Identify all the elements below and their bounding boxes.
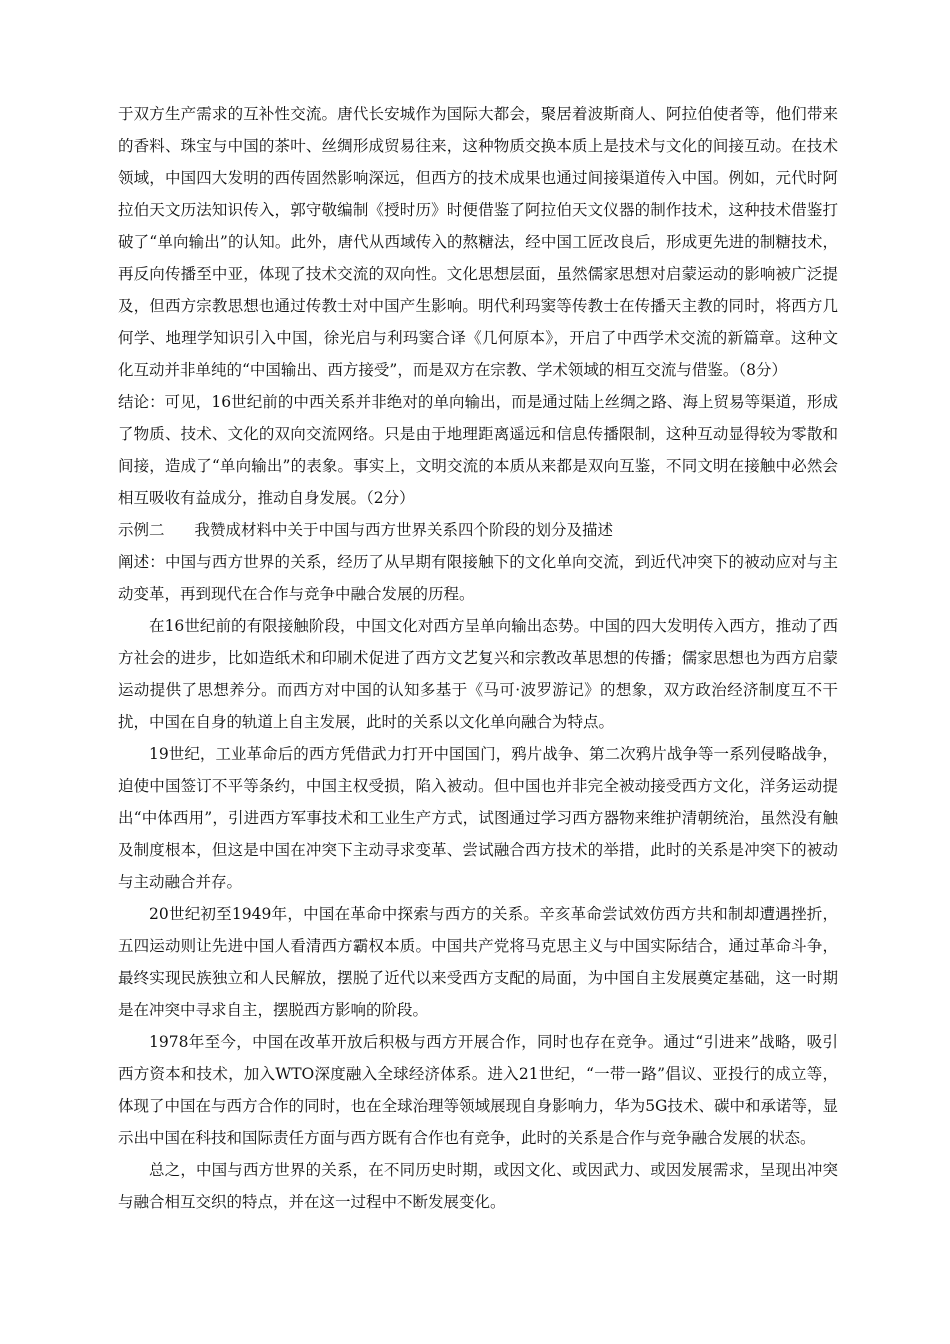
paragraph-conclusion: 结论：可见，16世纪前的中西关系并非绝对的单向输出，而是通过陆上丝绸之路、海上贸易等渠道，形成了物质、技术、文化的双向交流网络。只是由于地理距离遥远和信息传播限制，这种互动显得较为零散和间接，造成了“单向输出”的表象。事实上，文明交流的本质从来都是双向互鉴，不同文明在接触中必然会相互吸收有益成分，推动自身发展。（2分）	[118, 393, 838, 507]
paragraph-summary: 总之，中国与西方世界的关系，在不同历史时期，或因文化、或因武力、或因发展需求，呈现出冲突与融合相互交织的特点，并在这一过程中不断发展变化。	[118, 1161, 838, 1211]
example-title: 我赞成材料中关于中国与西方世界关系四个阶段的划分及描述	[194, 521, 614, 539]
paragraph-elaboration: 阐述：中国与西方世界的关系，经历了从早期有限接触下的文化单向交流，到近代冲突下的被动应对与主动变革，再到现代在合作与竞争中融合发展的历程。	[118, 553, 838, 603]
paragraph-stage-three: 20世纪初至1949年，中国在革命中探索与西方的关系。辛亥革命尝试效仿西方共和制却遭遇挫折，五四运动则让先进中国人看清西方霸权本质。中国共产党将马克思主义与中国实际结合，通过革命斗争，最终实现民族独立和人民解放，摆脱了近代以来受西方支配的局面，为中国自主发展奠定基础，这一时期是在冲突中寻求自主，摆脱西方影响的阶段。	[118, 905, 838, 1019]
example-label: 示例二	[118, 521, 165, 539]
document-page	[118, 98, 838, 1218]
paragraph-stage-four: 1978年至今，中国在改革开放后积极与西方开展合作，同时也存在竞争。通过“引进来”战略，吸引西方资本和技术，加入WTO深度融入全球经济体系。进入21世纪，“一带一路”倡议、亚投行的成立等，体现了中国在与西方合作的同时，也在全球治理等领域展现自身影响力，华为5G技术、碳中和承诺等，显示出中国在科技和国际责任方面与西方既有合作也有竞争，此时的关系是合作与竞争融合发展的状态。	[118, 1033, 838, 1147]
paragraph-stage-two: 19世纪，工业革命后的西方凭借武力打开中国国门，鸦片战争、第二次鸦片战争等一系列侵略战争，迫使中国签订不平等条约，中国主权受损，陷入被动。但中国也并非完全被动接受西方文化，洋务运动提出“中体西用”，引进西方军事技术和工业生产方式，试图通过学习西方器物来维护清朝统治，虽然没有触及制度根本，但这是中国在冲突下主动寻求变革、尝试融合西方技术的举措，此时的关系是冲突下的被动与主动融合并存。	[118, 745, 838, 891]
paragraph-continuation: 于双方生产需求的互补性交流。唐代长安城作为国际大都会，聚居着波斯商人、阿拉伯使者等，他们带来的香料、珠宝与中国的茶叶、丝绸形成贸易往来，这种物质交换本质上是技术与文化的间接互动。在技术领域，中国四大发明的西传固然影响深远，但西方的技术成果也通过间接渠道传入中国。例如，元代时阿拉伯天文历法知识传入，郭守敬编制《授时历》时便借鉴了阿拉伯天文仪器的制作技术，这种技术借鉴打破了“单向输出”的认知。此外，唐代从西域传入的熬糖法，经中国工匠改良后，形成更先进的制糖技术，再反向传播至中亚，体现了技术交流的双向性。文化思想层面，虽然儒家思想对启蒙运动的影响被广泛提及，但西方宗教思想也通过传教士对中国产生影响。明代利玛窦等传教士在传播天主教的同时，将西方几何学、地理学知识引入中国，徐光启与利玛窦合译《几何原本》，开启了中西学术交流的新篇章。这种文化互动并非单纯的“中国输出、西方接受”，而是双方在宗教、学术领域的相互交流与借鉴。（8分）	[118, 105, 838, 379]
example-heading	[118, 514, 838, 546]
paragraph-stage-one: 在16世纪前的有限接触阶段，中国文化对西方呈单向输出态势。中国的四大发明传入西方，推动了西方社会的进步，比如造纸术和印刷术促进了西方文艺复兴和宗教改革思想的传播；儒家思想也为西方启蒙运动提供了思想养分。而西方对中国的认知多基于《马可·波罗游记》的想象，双方政治经济制度互不干扰，中国在自身的轨道上自主发展，此时的关系以文化单向融合为特点。	[118, 617, 838, 731]
